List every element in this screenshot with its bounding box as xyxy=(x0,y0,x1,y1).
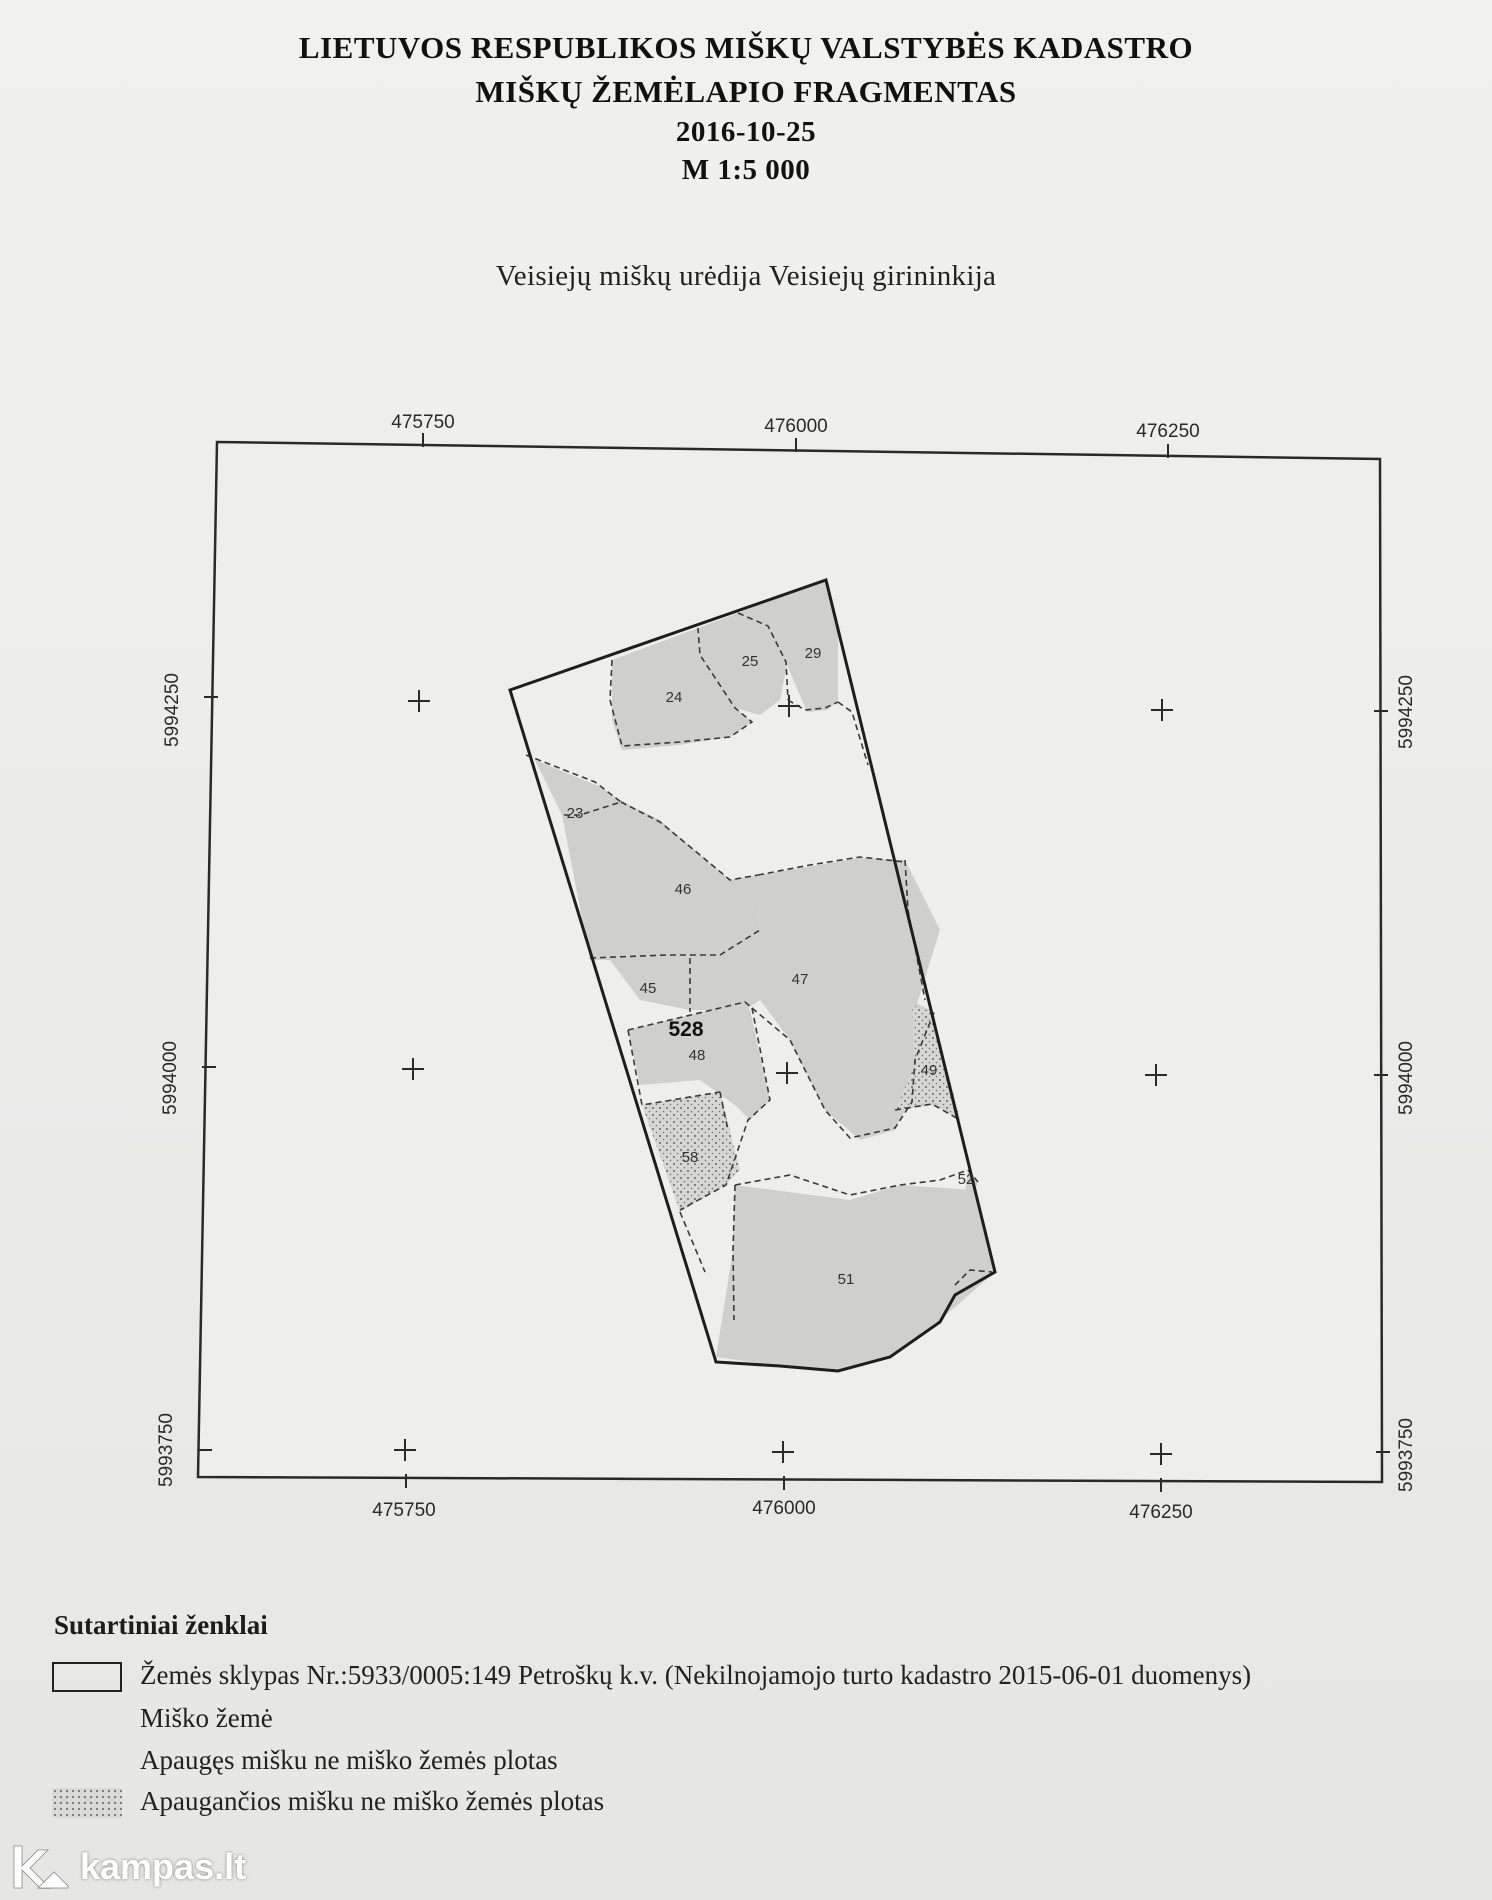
title-line-1: LIETUVOS RESPUBLIKOS MIŠKŲ VALSTYBĖS KADASTRO xyxy=(298,30,1194,65)
legend-item-label: Apaugęs mišku ne miško žemės plotas xyxy=(140,1745,558,1775)
x-tick-bottom-3: 476250 xyxy=(1129,1502,1193,1523)
plot-label-48: 48 xyxy=(688,1047,706,1064)
plot-label-51: 51 xyxy=(837,1271,855,1288)
x-tick-bottom-1: 475750 xyxy=(372,1500,436,1521)
house-logo-icon xyxy=(8,1840,72,1892)
title-line-2: MIŠKŲ ŽEMĖLAPIO FRAGMENTAS xyxy=(475,74,1017,109)
legend-item-label: Miško žemė xyxy=(140,1703,273,1733)
y-tick-left-3: 5993750 xyxy=(156,1413,177,1487)
x-tick-top-3: 476250 xyxy=(1136,421,1200,442)
y-tick-left-1: 5994250 xyxy=(162,673,183,747)
forestry-subtitle: Veisiejų miškų urėdija Veisiejų girininkija xyxy=(495,260,997,292)
watermark-text: kampas.lt xyxy=(80,1846,247,1887)
x-tick-top-2: 476000 xyxy=(764,416,828,437)
plot-label-24: 24 xyxy=(665,689,683,706)
legend-title: Sutartiniai ženklai xyxy=(54,1610,268,1640)
map-date: 2016-10-25 xyxy=(675,116,817,148)
dotted-symbol-icon xyxy=(52,1788,122,1818)
plot-label-46: 46 xyxy=(674,881,692,898)
y-tick-right-3: 5993750 xyxy=(1396,1418,1417,1492)
map-scale: M 1:5 000 xyxy=(681,154,811,186)
plot-label-45: 45 xyxy=(639,980,657,997)
y-tick-left-2: 5994000 xyxy=(160,1041,181,1115)
y-tick-right-2: 5994000 xyxy=(1396,1041,1417,1115)
legend-item-label: Žemės sklypas Nr.:5933/0005:149 Petroškų k.v. (Nekilnojamojo turto kadastro 2015-06-01 duomenys) xyxy=(140,1660,1252,1690)
plot-label-58: 58 xyxy=(681,1149,699,1166)
plot-label-29: 29 xyxy=(804,645,822,662)
legend-item-label: Apaugančios mišku ne miško žemės plotas xyxy=(140,1786,605,1816)
x-tick-bottom-2: 476000 xyxy=(752,1498,816,1519)
block-number-label: 528 xyxy=(668,1018,704,1041)
plot-label-47: 47 xyxy=(791,971,809,988)
plot-label-52: 52 xyxy=(957,1171,975,1188)
parcel-symbol-icon xyxy=(52,1662,122,1692)
x-tick-top-1: 475750 xyxy=(391,412,455,433)
plot-label-25: 25 xyxy=(741,653,759,670)
plot-label-49: 49 xyxy=(920,1062,938,1079)
y-tick-right-1: 5994250 xyxy=(1396,675,1417,749)
plot-label-23: 23 xyxy=(566,805,584,822)
